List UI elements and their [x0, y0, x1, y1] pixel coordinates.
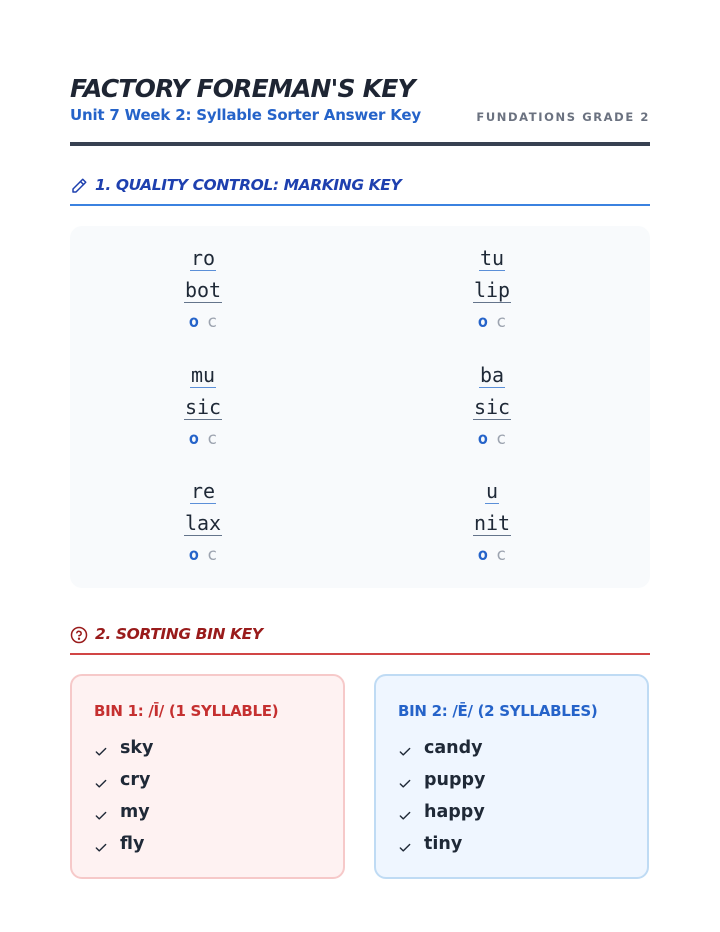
open-mark: o: [188, 312, 199, 332]
second-syllable: lax: [184, 511, 222, 535]
word-card: [432, 343, 552, 449]
word-card: [432, 459, 552, 565]
bin-title: BIN 1: /Ī/ (1 SYLLABLE): [94, 702, 279, 720]
second-syllable: nit: [473, 511, 511, 535]
open-mark: o: [188, 429, 199, 449]
bin-word: happy: [424, 802, 485, 822]
page-subtitle: Unit 7 Week 2: Syllable Sorter Answer Key: [70, 106, 421, 124]
second-syllable: bot: [184, 278, 222, 302]
first-syllable: mu: [190, 363, 216, 387]
word-card: [143, 459, 263, 565]
checkmark-icon: [94, 745, 108, 759]
bin-word: fly: [120, 834, 145, 854]
first-syllable: tu: [479, 246, 505, 270]
first-syllable: u: [485, 479, 499, 503]
closed-mark: c: [207, 429, 218, 449]
bin-2-card: [374, 674, 649, 879]
bin-word: cry: [120, 770, 151, 790]
open-mark: o: [477, 312, 488, 332]
checkmark-icon: [398, 809, 412, 823]
bin-word: candy: [424, 738, 483, 758]
closed-mark: c: [207, 312, 218, 332]
open-mark: o: [188, 545, 199, 565]
second-syllable: sic: [184, 395, 222, 419]
first-syllable: ro: [190, 246, 216, 270]
word-card: [143, 343, 263, 449]
word-card: [432, 226, 552, 332]
checkmark-icon: [94, 809, 108, 823]
closed-mark: c: [496, 312, 507, 332]
section-sorting-bin-title: 2. SORTING BIN KEY: [95, 625, 263, 643]
checkmark-icon: [94, 841, 108, 855]
first-syllable: ba: [479, 363, 505, 387]
closed-mark: c: [496, 545, 507, 565]
bin-word: my: [120, 802, 150, 822]
second-syllable: sic: [473, 395, 511, 419]
checkmark-icon: [94, 777, 108, 791]
first-syllable: re: [190, 479, 216, 503]
page-header: [70, 70, 650, 146]
open-mark: o: [477, 429, 488, 449]
checkmark-icon: [398, 745, 412, 759]
bin-word: tiny: [424, 834, 463, 854]
marking-key-panel: [70, 226, 650, 588]
bin-title: BIN 2: /Ē/ (2 SYLLABLES): [398, 702, 598, 720]
word-card: [143, 226, 263, 332]
pencil-icon: [70, 177, 88, 195]
closed-mark: c: [496, 429, 507, 449]
bin-1-card: [70, 674, 345, 879]
bin-word: puppy: [424, 770, 486, 790]
page-title: FACTORY FOREMAN'S KEY: [70, 74, 415, 103]
bin-word: sky: [120, 738, 154, 758]
grade-label: FUNDATIONS GRADE 2: [476, 110, 650, 124]
question-circle-icon: [70, 626, 88, 644]
section-sorting-bin-header: [70, 623, 650, 655]
checkmark-icon: [398, 777, 412, 791]
section-marking-key-header: [70, 174, 650, 206]
section-marking-key-title: 1. QUALITY CONTROL: MARKING KEY: [95, 176, 402, 194]
open-mark: o: [477, 545, 488, 565]
second-syllable: lip: [473, 278, 511, 302]
closed-mark: c: [207, 545, 218, 565]
checkmark-icon: [398, 841, 412, 855]
